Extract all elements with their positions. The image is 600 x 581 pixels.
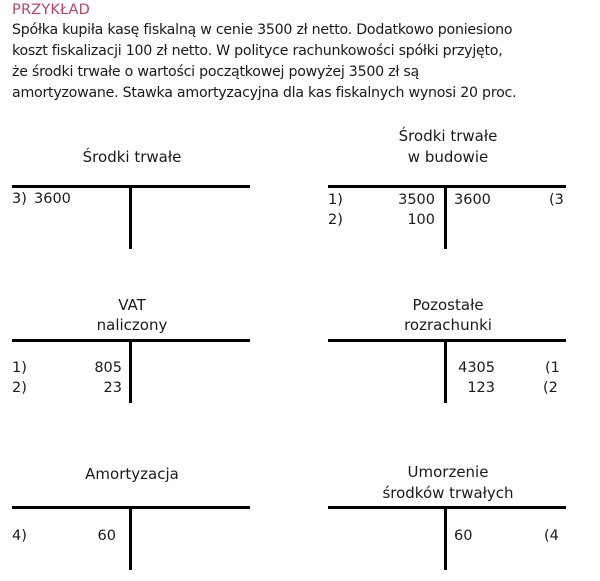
account-vertical-line — [129, 185, 132, 249]
account-vertical-line — [444, 339, 447, 403]
credit-ref: (2 — [543, 380, 558, 396]
account-vertical-line — [444, 185, 447, 249]
credit-amount: 3600 — [454, 192, 491, 208]
account-title-line-1: Umorzenie — [407, 463, 489, 481]
debit-ref: 4) — [12, 528, 27, 544]
credit-amount: 4305 — [458, 360, 495, 376]
description-line: Spółka kupiła kasę fiskalną w cenie 3500 zł netto. Dodatkowo poniesiono — [12, 22, 513, 38]
debit-ref: 2) — [328, 212, 343, 228]
description-line: że środki trwałe o wartości początkowej powyżej 3500 zł są — [12, 64, 419, 80]
debit-amount: 100 — [407, 212, 435, 228]
account-title-line-2: środków trwałych — [382, 484, 514, 502]
credit-amount: 123 — [467, 380, 495, 396]
account-title-line-1: VAT — [118, 296, 146, 314]
account-vertical-line — [129, 339, 132, 403]
example-description — [12, 20, 597, 104]
account-pozostale-rozrachunki — [328, 290, 568, 410]
account-title-line-1: Pozostałe — [412, 296, 484, 314]
debit-amount: 3500 — [398, 192, 435, 208]
account-title-line-2: naliczony — [96, 316, 168, 334]
account-vertical-line — [129, 506, 132, 570]
credit-ref: (3 — [549, 192, 564, 208]
account-title-line-2: rozrachunki — [404, 316, 492, 334]
account-title-line-2: w budowie — [407, 148, 489, 166]
account-srodki-trwale — [12, 120, 252, 255]
account-horizontal-line — [328, 506, 566, 509]
account-title-line-1: Środki trwałe — [398, 127, 498, 145]
debit-ref: 1) — [328, 192, 343, 208]
account-srodki-trwale-w-budowie — [328, 120, 568, 255]
description-line: koszt fiskalizacji 100 zł netto. W polityce rachunkowości spółki przyjęto, — [12, 43, 503, 59]
description-line: amortyzowane. Stawka amortyzacyjna dla kas fiskalnych wynosi 20 proc. — [12, 85, 517, 101]
account-amortyzacja — [12, 450, 252, 575]
account-vat-naliczony — [12, 290, 252, 410]
credit-ref: (4 — [544, 528, 559, 544]
account-horizontal-line — [328, 339, 566, 342]
account-umorzenie-srodkow-trwalych — [328, 450, 568, 575]
account-title: Amortyzacja — [85, 465, 179, 483]
credit-amount: 60 — [454, 528, 473, 544]
credit-ref: (1 — [545, 360, 560, 376]
account-vertical-line — [444, 506, 447, 570]
account-title: Środki trwałe — [82, 148, 182, 166]
debit-amount: 23 — [103, 380, 122, 396]
debit-ref: 1) — [12, 360, 27, 376]
debit-amount: 3600 — [34, 191, 71, 207]
debit-amount: 805 — [94, 360, 122, 376]
debit-amount: 60 — [97, 528, 116, 544]
account-horizontal-line — [328, 185, 566, 188]
example-label: PRZYKŁAD — [12, 2, 90, 18]
debit-ref: 2) — [12, 380, 27, 396]
debit-ref: 3) — [12, 191, 27, 207]
